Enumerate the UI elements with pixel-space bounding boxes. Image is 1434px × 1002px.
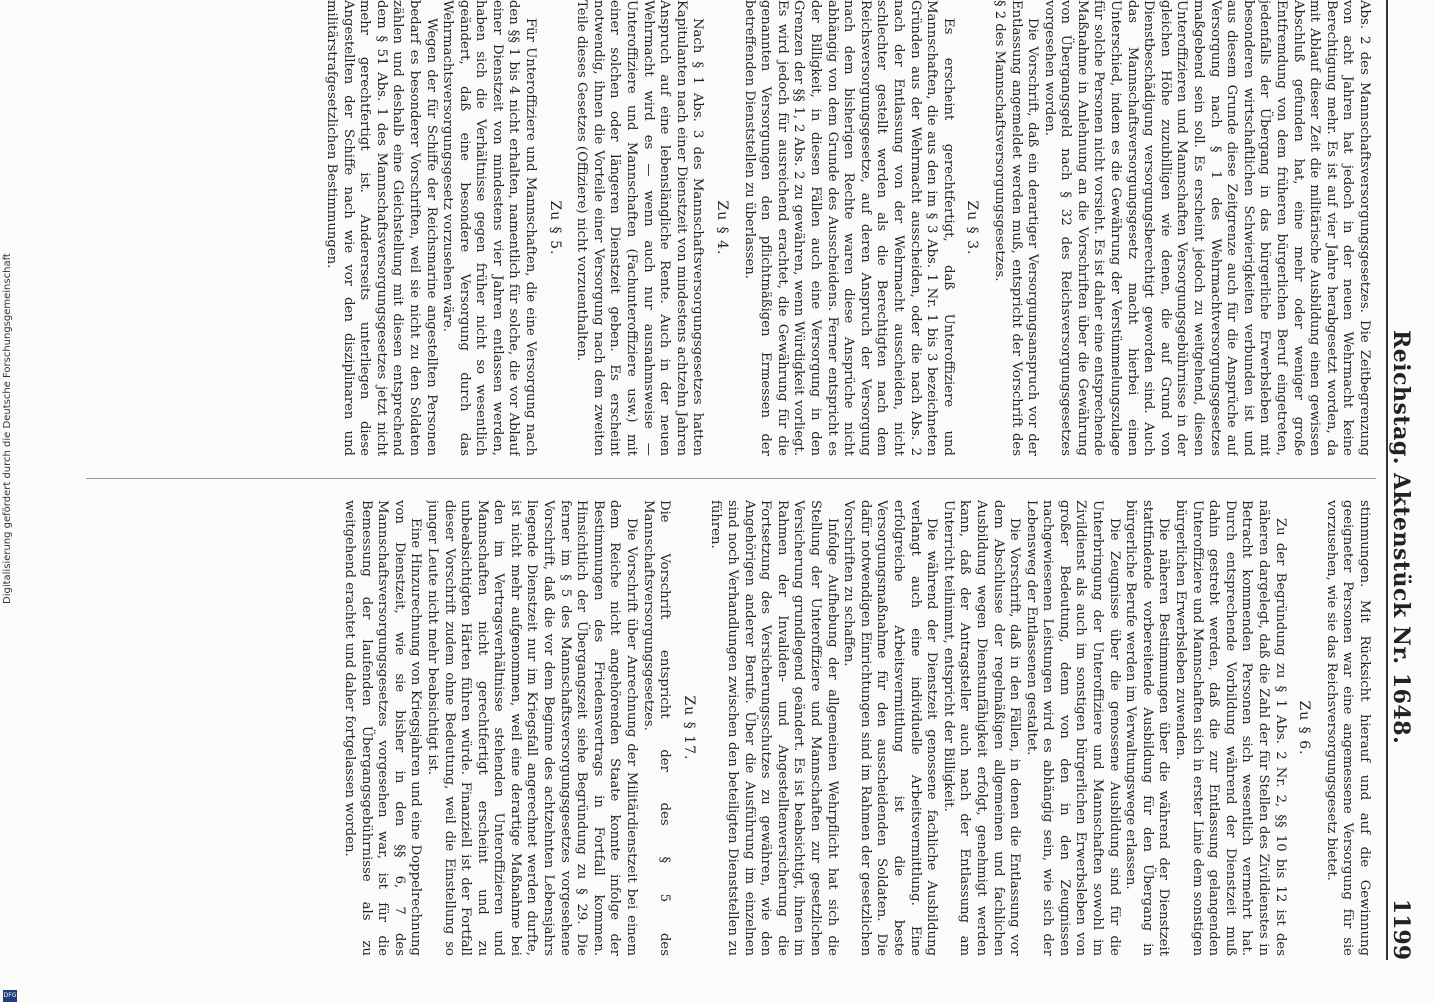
paragraph: Eine Hinzurechnung von Kriegsjahren und eine Doppelrechnung von Dienstzeit, wie sie bisher in den §§ 6, 7 des Mannschaftsversorgungsgesetzes vorgesehen war, ist für die Bemessung der laufenden Übergangsgebührnisse als zu weitgehend erachtet und daher fortgelassen worden.: [341, 500, 424, 956]
section-heading: Zu § 6.: [1296, 700, 1313, 756]
digitization-credit: Digitalisierung gefördert durch die Deutsche Forschungsgemeinschaft: [2, 253, 13, 604]
section-heading: Zu § 5.: [546, 200, 563, 256]
paragraph: Wegen der für Schiffe der Reichsmarine angestellten Personen bedarf es besonderer Vorschriften, weil sie nicht zu den Soldaten zählen und deshalb eine Gleichstellung mit diesen entsprechend dem § 51 Abs. 1 des Mannschaftsversorgungsgesetzes jetzt nicht mehr gerechtfertigt ist. Andererseits unterliegen diese Angestellten der Schiffe nach wie vor den disziplinaren und militärstrafgesetzlichen Bestimmungen.: [323, 0, 439, 456]
paragraph: Die Vorschrift über Anrechnung der Militärdienstzeit bei einem dem Reiche nicht angehörenden Staate konnte infolge der Bestimmungen des Friedensvertrags in Fortfall kommen. Hinsichtlich der Übergangszeit siehe Begründung zu § 29. Die ferner im § 5 des Mannschaftsversorgungsgesetzes vorgesehene Vorschrift, daß die vor dem Beginne des achtzehnten Lebensjahrs liegende Dienstzeit nur im Kriegsfall angerechnet werden durfte, ist nicht mehr aufgenommen, weil eine derartige Maßnahme bei den im Vertragsverhältnisse stehenden Unteroffizieren und Mannschaften nicht gerechtfertigt erscheint und zu unbeabsichtigten Härten führen würde. Finanziell ist der Fortfall dieser Vorschrift zudem ohne Bedeutung, weil die Einstellung so junger Leute nicht mehr beabsichtigt ist.: [424, 500, 640, 956]
paragraph: Es erscheint gerechtfertigt, daß Unteroffiziere und Mannschaften, die aus den im § 3 Abs. 1 Nr. 1 bis 3 bezeichneten Gründen aus der Wehrmacht ausscheiden, oder die nach Abs. 2 nach der Entlassung von der Wehrmacht ausscheiden, nicht schlechter gestellt werden als die Berechtigten nach dem Reichsversorgungsgesetze, auf deren Anspruch der Versorgung nach dem bisherigen Rechte waren diese Ansprüche nicht abhängig von dem Grunde des Ausscheidens. Ferner entspricht es der Billigkeit, in diesen Fällen auch eine Versorgung in den Grenzen der §§ 1, 2 Abs. 2 zu gewähren, wenn Würdigkeit vorliegt. Es wird jedoch für ausreichend erachtet, die Gewährung für die genannten Versorgungen den pflichtmäßigen Ermessen der betreffenden Dienststellen zu überlassen.: [741, 0, 956, 456]
right-column: [72, 500, 1372, 956]
paragraph: Die Vorschrift entspricht der des § 5 des Mannschaftsversorgungsgesetzes.: [640, 500, 673, 956]
paragraph: Nach § 1 Abs. 3 des Mannschaftsversorgungsgesetzes hatten Kapitulanten nach einer Dienstzeit von mindestens achtzehn Jahren Anspruch auf eine lebenslängliche Rente. Auch in der neuen Wehrmacht wird es — wenn auch nur ausnahmsweise — Unteroffiziere und Mannschaften (Fachunteroffiziere usw.) mit einer solchen oder längeren Dienstzeit geben. Es erscheint notwendig, ihnen die Vorteile einer Versorgung nach dem zweiten Teile dieses Gesetzes (Offiziere) nicht vorzuenthalten.: [574, 0, 706, 456]
paragraph: Die während der Dienstzeit genossene fachliche Ausbildung verlangt auch eine individuelle Arbeitsvermittlung. Eine erfolgreiche Arbeitsvermittlung ist die beste Versorgungsmaßnahme für den ausscheidenden Soldaten. Die dafür notwendigen Einrichtungen sind im Rahmen der gesetzlichen Vorschriften zu schaffen.: [841, 500, 940, 956]
paragraph: Die Vorschrift, daß ein derartiger Versorgungsanspruch vor der Entlassung angemeldet werden muß, entspricht der Vorschrift des § 2 des Mannschaftsversorgungsgesetzes.: [991, 0, 1041, 456]
paragraph: Infolge Aufhebung der allgemeinen Wehrpflicht hat sich die Stellung der Unteroffiziere und Mannschaften zur gesetzlichen Versicherung grundlegend geändert. Es ist beabsichtigt, ihnen im Rahmen der Invaliden- und Angestelltenversicherung die Fortsetzung des Versicherungsschutzes zu gewähren, wie den Angehörigen anderer Berufe. Über die Ausführung im einzelnen sind noch Verhandlungen zwischen den beteiligten Dienststellen zu führen.: [708, 500, 840, 956]
dfg-logo: DFG: [3, 990, 17, 1002]
header-title: Reichstag. Aktenstück Nr. 1648.: [1388, 330, 1414, 745]
paragraph: Die Zeugnisse über die genossene Ausbildung sind für die Unterbringung der Unteroffiziere und Mannschaften sowohl im Zivildienst als auch im sonstigen bürgerlichen Erwerbsleben von großer Bedeutung, denn von den in den Zeugnissen nachgewiesenen Leistungen wird es abhängig sein, wie sich der Lebensweg der Entlassenen gestaltet.: [1023, 500, 1122, 956]
paragraph: stimmungen. Mit Rücksicht hierauf und auf die Gewinnung geeigneter Personen war eine angemessene Versorgung für sie vorzusehen, wie sie das Reichsversorgungsgesetz bietet.: [1323, 500, 1372, 956]
section-heading: Zu § 4.: [714, 200, 731, 256]
page-number: 1199: [1388, 898, 1414, 960]
left-column: [72, 0, 1372, 456]
paragraph: Die Vorschrift, daß in den Fällen, in denen die Entlassung vor dem Abschlusse der regelmäßigen allgemeinen und fachlichen Ausbildung wegen Dienstunfähigkeit erfolgt, genehmigt werden kann, daß der Antragsteller auch nach der Entlassung am Unterricht teilnimmt, entspricht der Billigkeit.: [940, 500, 1023, 956]
header-rule: [1386, 0, 1388, 960]
section-heading: Zu § 17.: [680, 695, 697, 761]
section-heading: Zu § 3.: [964, 200, 981, 256]
column-divider: [86, 478, 1376, 479]
paragraph: Zu der Begründung zu § 1 Abs. 2 Nr. 2, §§ 10 bis 12 ist des näheren dargelegt, daß die Zahl der für Stellen des Zivildienstes in Betracht kommenden Personen sich wesentlich vermehrt hat. Durch entsprechende Vorbildung während der Dienstzeit muß dahin gestrebt werden, daß die zur Entlassung gelangenden Unteroffiziere und Mannschaften sich in erster Linie dem sonstigen bürgerlichen Erwerbsleben zuwenden.: [1173, 500, 1288, 956]
paragraph: Für Unteroffiziere und Mannschaften, die eine Versorgung nach den §§ 1 bis 4 nicht erhalten, namentlich für solche, die vor Ablauf einer Dienstzeit von mindestens vier Jahren entlassen werden, haben sich die Verhältnisse gegen früher nicht so wesentlich geändert, daß eine besondere Versorgung durch das Wehrmachtsversorgungsgesetz vorzusehen wäre.: [440, 0, 539, 456]
paragraph: Abs. 2 des Mannschaftsversorgungsgesetzes. Die Zeitbegrenzung von acht Jahren hat jedoch in der neuen Wehrmacht keine Berechtigung mehr. Es ist auf vier Jahre herabgesetzt worden, da mit Ablauf dieser Zeit die militärische Ausbildung einen gewissen Abschluß gefunden hat, eine mehr oder weniger große Entfremdung von dem früheren bürgerlichen Beruf eingetreten, jedenfalls der Übergang in das bürgerliche Erwerbsleben mit besonderen wirtschaftlichen Schwierigkeiten verbunden ist und aus diesem Grunde diese Zeitgrenze auch für die Ansprüche auf Versorgung nach § 1 des Wehrmachtversorgungsgesetzes maßgebend sein soll. Es erscheint jedoch zu weitgehend, diesen Unteroffizieren und Mannschaften Versorgungsgebührnisse in der gleichen Höhe zuzubilligen wie denen, die auf Grund von Dienstbeschädigung versorgungsberechtigt geworden sind. Auch das Mannschaftsversorgungsgesetz macht hierbei einen Unterschied, indem es die Gewährung der Verstümmelungszulage für solche Personen nicht vorsieht. Es ist daher eine entsprechende Maßnahme in Anlehnung an die Vorschriften über die Gewährung von Übergangsgeld nach § 32 des Reichsversorgungsgesetzes vorgesehen worden.: [1041, 0, 1372, 456]
paragraph: Die näheren Bestimmungen über die während der Dienstzeit stattfindende vorbereitende Ausbildung für den Übergang in bürgerliche Berufe werden im Verwaltungswege erlassen.: [1123, 500, 1172, 956]
